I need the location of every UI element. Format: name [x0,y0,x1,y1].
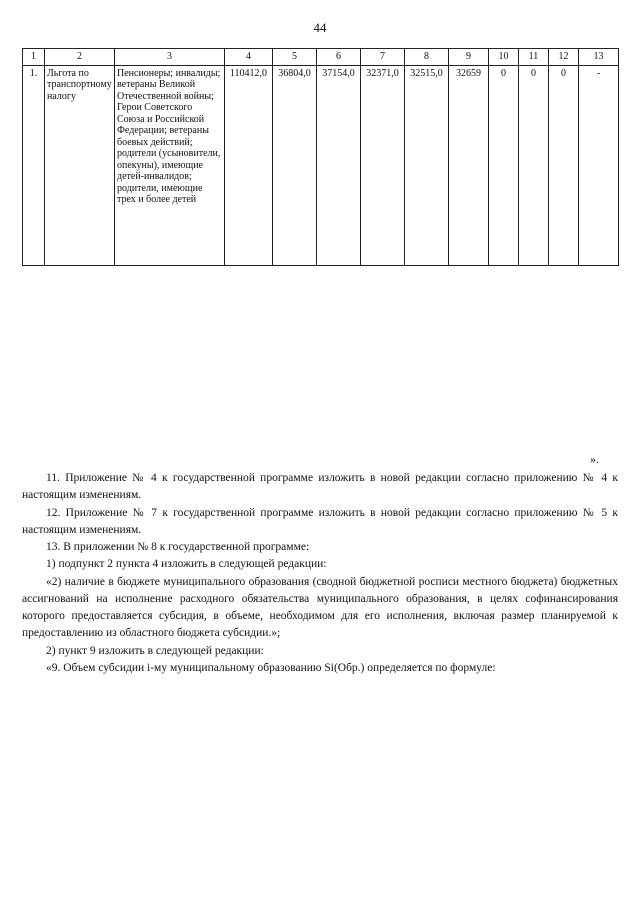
table-cell: 32659 [449,65,489,265]
table-cell: 0 [489,65,519,265]
table-header-row [23,49,619,66]
table-cell: 0 [519,65,549,265]
paragraph-12: 12. Приложение № 7 к государственной программе изложить в новой редакции согласно приложению № 5 к настоящим изменениям. [22,506,618,536]
table-header-cell: 6 [317,49,361,66]
paragraph-13: 13. В приложении № 8 к государственной программе: [46,541,310,553]
table-cell: 110412,0 [225,65,273,265]
table-header-cell: 5 [273,49,317,66]
table-header-cell: 2 [45,49,115,66]
subparagraph-2: 2) пункт 9 изложить в следующей редакции: [46,644,264,657]
table-header-cell: 13 [579,49,619,66]
table-header-cell: 12 [549,49,579,66]
data-table [22,48,619,266]
row-number: 1. [23,65,45,265]
table-row [23,65,619,265]
table-header-cell: 9 [449,49,489,66]
table-cell: - [579,65,619,265]
table-cell: 36804,0 [273,65,317,265]
beneficiary-categories: Пенсионеры; инвалиды; ветераны Великой Отечественной войны; Герои Советского Союза и Российской Федерации; ветераны боевых действий; родители (усыновители, опекуны), имеющие детей-инвалидов; родители, имеющие трех и более детей [115,65,225,265]
table-header-cell: 1 [23,49,45,66]
table-header-cell: 8 [405,49,449,66]
quoted-subparagraph: «2) наличие в бюджете муниципального образования (сводной бюджетной росписи местного бюджета) бюджетных ассигнований на исполнение расходного обязательства муниципального образования, в целях софинансирования которого предоставляется субсидия, в объеме, необходимом для его исполнения, включая размер планируемой к предоставлению из областного бюджета субсидии.»; [22,575,618,640]
paragraph-11: 11. Приложение № 4 к государственной программе изложить в новой редакции согласно приложению № 4 к настоящим изменениям. [22,472,618,502]
formula-intro: «9. Объем субсидии i-му муниципальному образованию Si(Обр.) определяется по формуле: [46,661,496,674]
table-header-cell: 11 [519,49,549,66]
table-header-cell: 3 [115,49,225,66]
closing-quote: ». [590,452,599,466]
table-header-cell: 10 [489,49,519,66]
table-cell: 0 [549,65,579,265]
table-cell: 37154,0 [317,65,361,265]
subparagraph-1: 1) подпункт 2 пункта 4 изложить в следующей редакции: [46,558,327,571]
table-cell: 32515,0 [405,65,449,265]
table-header-cell: 4 [225,49,273,66]
page-number: 44 [313,20,327,35]
table-cell: 32371,0 [361,65,405,265]
benefit-name: Льгота по транспортному налогу [45,65,115,265]
table-header-cell: 7 [361,49,405,66]
body-text [22,470,618,677]
